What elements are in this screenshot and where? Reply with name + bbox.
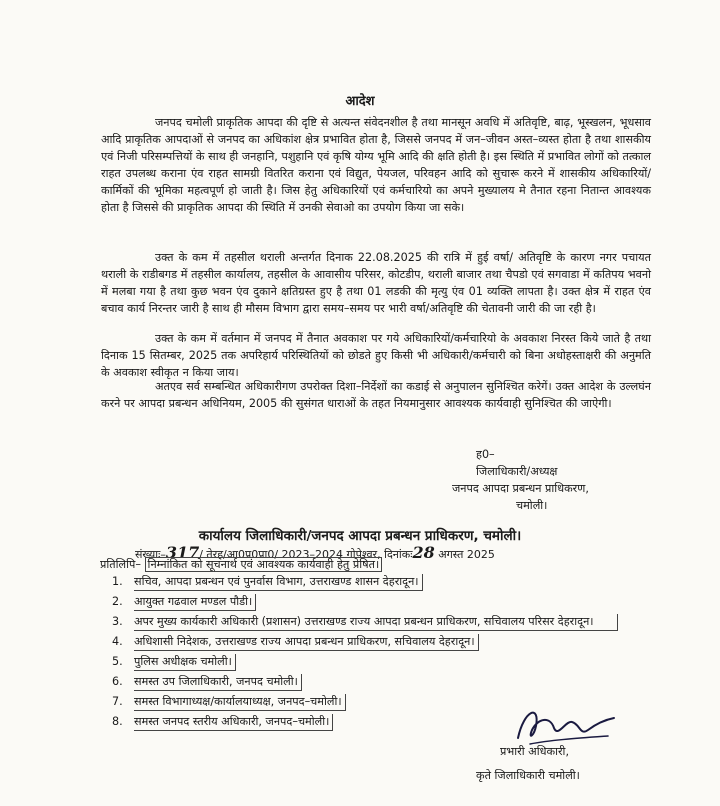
signature-place: चमोली। bbox=[516, 499, 548, 512]
paragraph-2: उक्त के कम में तहसील थराली अन्तर्गत दिनाक 22.08.2025 की रात्रि में हुई वर्षा/ अतिवृष्टि के कारण नगर पचायत थराली के राडीबगड में तहसील कार्यालय, तहसील के आवासीय परिसर, कोटडीप, थराली बाजार तथा चैपडो एवं सगवाडा में कतिपय भवनो में मलबा गया है तथा कुछ भवन एंव दुकाने क्षतिग्रस्त हुए है तथा 01 लडकी की मृत्यु एंव 01 व्यक्ति लापता है। उक्त क्षेत्र में राहत एंव बचाव कार्य निरन्तर जारी है साथ ही मौसम विभाग द्वारा समय–समय पर भारी वर्षा/अतिवृष्टि की चेतावनी जारी की जा रही है। bbox=[101, 251, 651, 315]
paragraph-1: जनपद चमोली प्राकृतिक आपदा की दृष्टि से अत्यन्त संवेदनशील है तथा मानसून अवधि में अतिवृष्टि, बाढ़, भूस्खलन, भूधसाव आदि प्राकृतिक आपदाओं से जनपद का अधिकांश क्षेत्र प्रभावित होता है, जिससे जनपद में जन–जीवन अस्त–व्यस्त होता है तथा शासकीय एवं निजी परिसम्पत्तियों के साथ ही जनहानि, पशुहानि एवं कृषि योग्य भूमि आदि की क्षति होती है। इस स्थिति में प्रभावित लोगों को तत्काल राहत उपलब्ध कराना एंव राहत सामग्री वितरित कराना एवं विद्युत, पेयजल, परिवहन आदि को सुचारू करने में शासकीय अधिकारियों/कार्मिकों की भूमिका महत्वपूर्ण हो जाती है। जिस हेतु अधिकारियों एवं कर्मचारियो का अपने मुख्यालय मे तैनात रहना नितान्त आवश्यक होता है जिससे की प्राकृतिक आपदा की स्थिति में उनकी सेवाओ का उपयोग किया जा सके। bbox=[101, 116, 651, 214]
reference-line: संख्याः–317/ तेरह/आ0प्र0प्रा0/ 2023–2024 गोपेश्वर, दिनांकः28 अगस्त 2025 bbox=[135, 543, 495, 562]
signatory-block bbox=[476, 740, 580, 788]
list-item: 4. अधिशासी निदेशक, उत्तराखण्ड राज्य आपदा प्रबन्धन प्राधिकरण, सचिवालय देहरादून। bbox=[112, 634, 672, 651]
signature-block bbox=[452, 446, 589, 514]
reference-day: 28 bbox=[412, 543, 435, 562]
signatory-on-behalf: कृते जिलाधिकारी चमोली। bbox=[476, 769, 580, 782]
signature-designation: जिलाधिकारी/अध्यक्ष bbox=[476, 465, 558, 478]
list-item: 7. समस्त विभागाध्यक्ष/कार्यालयाध्यक्ष, जनपद–चमोली। bbox=[112, 694, 672, 711]
order-title: आदेश bbox=[345, 94, 375, 109]
list-item: 3. अपर मुख्य कार्यकारी अधिकारी (प्रशासन) उत्तराखण्ड राज्य आपदा प्रबन्धन प्राधिकरण, सचिवालय परिसर देहरादून। bbox=[112, 614, 672, 631]
paragraph-3: उक्त के कम में वर्तमान में जनपद में तैनात अवकाश पर गये अधिकारियों/कर्मचारियो के अवकाश निरस्त किये जाते है तथा दिनाक 15 सितम्बर, 2025 तक अपरिहार्य परिस्थितियों को छोडते हुए किसी भी अधिकारी/कर्मचारी को बिना अधोहस्ताक्षरी की अनुमति के अवकाश स्वीकृत न किया जाय। bbox=[101, 332, 651, 379]
paragraph-4: अतएव सर्व सम्बन्धित अधिकारीगण उपरोक्त दिशा–निर्देशों का कडाई से अनुपालन सुनिश्चित करेगें। उक्त आदेश के उल्लघंन करने पर आपदा प्रबन्धन अधिनियम, 2005 की सुसंगत धाराओं के तहत नियमानुसार आवश्यक कार्यवाही सुनिश्चित की जाऐगी। bbox=[101, 380, 651, 410]
signature-prefix: ह0– bbox=[476, 448, 495, 461]
signature-authority: जनपद आपदा प्रबन्धन प्राधिकरण, bbox=[452, 482, 589, 495]
list-item: 6. समस्त उप जिलाधिकारी, जनपद चमोली। bbox=[112, 674, 672, 691]
list-item: 8. समस्त जनपद स्तरीय अधिकारी, जनपद–चमोली। bbox=[112, 714, 672, 731]
list-item: 5. पुलिस अधीक्षक चमोली। bbox=[112, 654, 672, 671]
office-heading: कार्यालय जिलाधिकारी/जनपद आपदा प्रबन्धन प्राधिकरण, चमोली। bbox=[198, 528, 522, 544]
reference-number: 317 bbox=[165, 543, 200, 562]
list-item: 2. आयुक्त गढवाल मण्डल पौडी। bbox=[112, 594, 672, 611]
list-item: 1. सचिव, आपदा प्रबन्धन एवं पुनर्वास विभाग, उत्तराखण्ड शासन देहरादून। bbox=[112, 574, 672, 591]
copy-to-line: प्रतिलिपि– निम्नांकित को सूचनार्थ एवं आवश्यक कार्यवाही हेतु प्रेषित। bbox=[100, 557, 382, 572]
signatory-designation: प्रभारी अधिकारी, bbox=[500, 745, 570, 758]
